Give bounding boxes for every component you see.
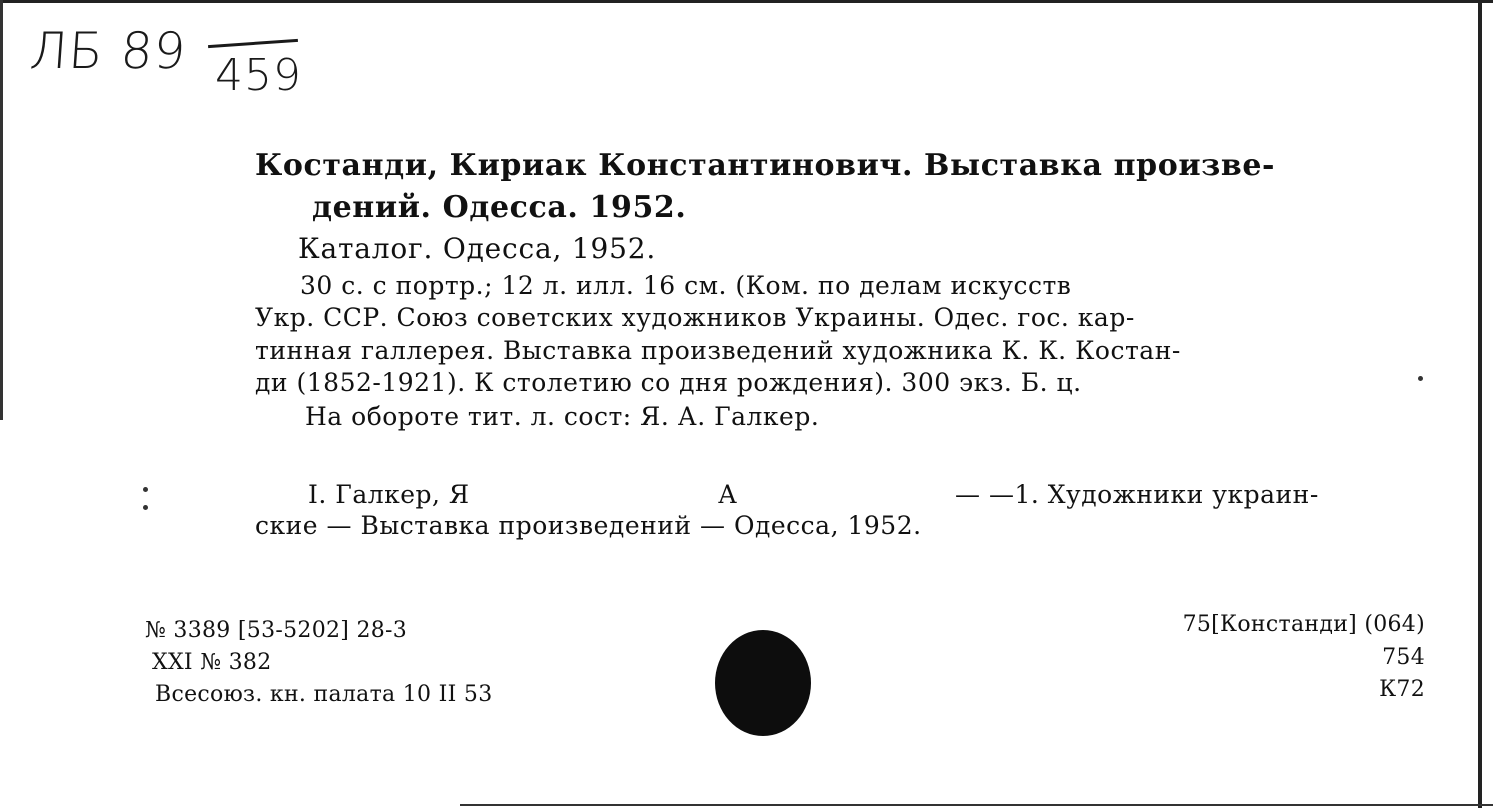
footer-right-line: К72	[1379, 677, 1425, 702]
footer-left-line: XXI № 382	[152, 650, 272, 675]
ink-stamp-blot	[715, 630, 811, 736]
description-line: ди (1852-1921). К столетию со дня рождения). 300 экз. Б. ц.	[255, 368, 1082, 397]
footer-left-line: Всесоюз. кн. палата 10 II 53	[155, 682, 493, 707]
handwritten-fraction-bar	[208, 39, 298, 48]
tracing-subject-cont: ские — Выставка произведений — Одесса, 1952.	[255, 511, 922, 540]
footer-right-line: 75[Констанди] (064)	[1182, 612, 1425, 637]
card-left-edge	[0, 0, 3, 420]
description-line: 30 с. с портр.; 12 л. илл. 16 см. (Ком. по делам искусств	[300, 271, 1072, 300]
card-bottom-edge	[460, 804, 1493, 806]
footer-left-line: № 3389 [53-5202] 28-3	[145, 618, 408, 643]
entry-subtitle: Каталог. Одесса, 1952.	[298, 232, 657, 265]
card-right-edge	[1478, 0, 1482, 808]
speck	[1418, 376, 1423, 381]
card-top-edge	[0, 0, 1493, 3]
footer-right-line: 754	[1382, 645, 1425, 670]
handwritten-shelfmark-bottom: 459	[215, 50, 302, 101]
handwritten-shelfmark-top: ЛБ 89	[27, 22, 189, 80]
punch-mark	[143, 505, 148, 510]
description-line: тинная галлерея. Выставка произведений художника К. К. Костан-	[255, 336, 1181, 365]
tracing-author: I. Галкер, Я	[308, 480, 470, 509]
description-line: Укр. ССР. Союз советских художников Украины. Одес. гос. кар-	[255, 303, 1135, 332]
entry-heading-line2: дений. Одесса. 1952.	[312, 190, 687, 225]
entry-heading-line1: Костанди, Кириак Константинович. Выставка произве-	[255, 148, 1276, 183]
tracing-author-initial: А	[718, 480, 738, 509]
description-line: На обороте тит. л. сост: Я. А. Галкер.	[305, 402, 820, 431]
punch-mark	[143, 487, 148, 492]
tracing-subject: — —1. Художники украин-	[955, 480, 1319, 509]
